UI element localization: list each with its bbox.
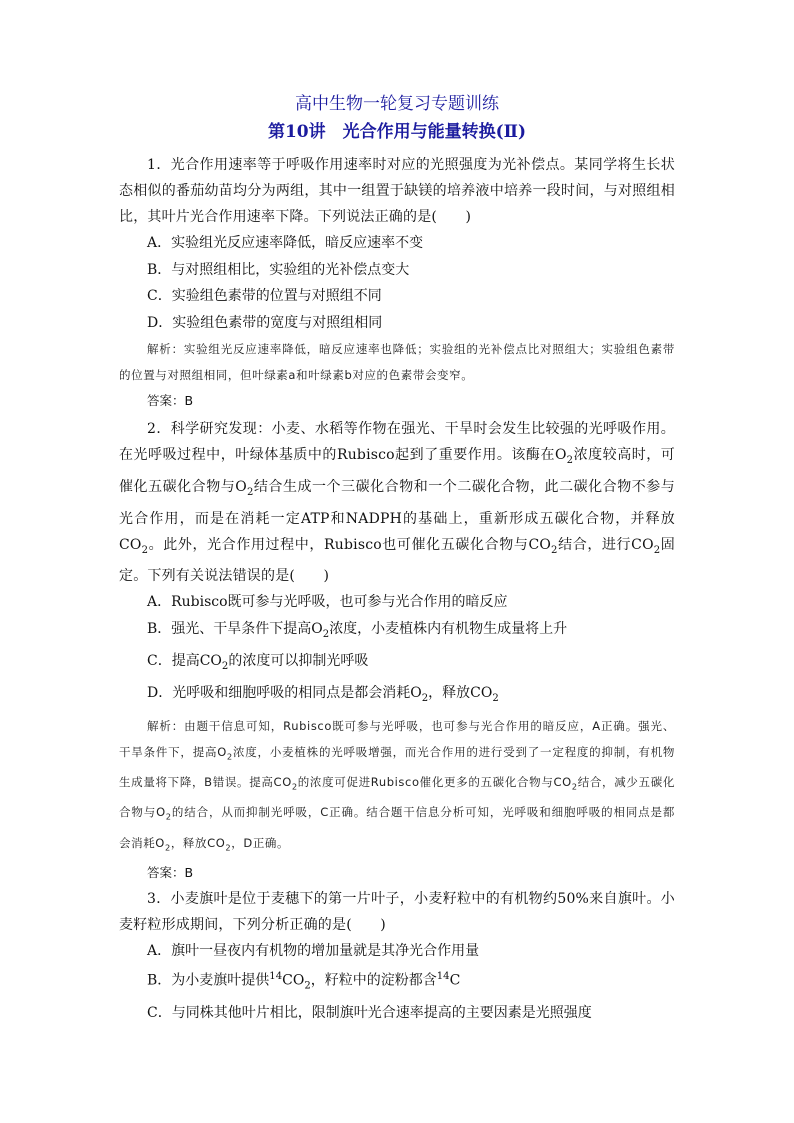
question-2-option-c: C．提高$CO_2$的浓度可以抑制光呼吸 <box>147 653 369 672</box>
question-2-answer: 答案：B <box>147 864 194 880</box>
question-3-option-a: A．旗叶一昼夜内有机物的增加量就是其净光合作用量 <box>147 942 480 959</box>
question-2-stem: 2．科学研究发现：小麦、水稻等作物在强光、干旱时会发生比较强的光呼吸作用。在光呼吸过程中，叶绿体基质中的Rubisco起到了重要作用。该酶在$O_2$浓度较高时，可催化五碳化合物与$O_2$结合生成一个三碳化合物和一个二碳化合物，此二碳化合物不参与光合作用，而是在消耗一定ATP和NADPH的基础上，重新形成五碳化合物，并释放$CO_2$。此外，光合作用过程中，Rubisco也可催化五碳化合物与$CO_2$结合，进行$CO_2$固定。下列有关说法错误的是( ) <box>119 421 676 585</box>
lecture-subtitle: 第10讲 光合作用与能量转换(Ⅱ) <box>267 122 527 142</box>
question-3 <box>119 886 675 1027</box>
question-2-option-b: B．强光、干旱条件下提高$O_2$浓度，小麦植株内有机物生成量将上升 <box>147 620 568 640</box>
question-3-option-b: B．为小麦旗叶提供$^{14}CO_2$，籽粒中的淀粉都含$^{14}$C <box>147 971 461 992</box>
question-1-option-b: B．与对照组相比，实验组的光补偿点变大 <box>147 261 410 278</box>
document-title: 高中生物一轮复习专题训练 <box>295 94 499 114</box>
question-1-option-c: C．实验组色素带的位置与对照组不同 <box>147 288 382 304</box>
question-1-stem: 1．光合作用速率等于呼吸作用速率时对应的光照强度为光补偿点。某同学将生长状态相似的番茄幼苗均分为两组，其中一组置于缺镁的培养液中培养一段时间，与对照组相比，其叶片光合作用速率下降。下列说法正确的是( ) <box>119 157 675 225</box>
question-2-option-a: A．Rubisco既可参与光呼吸，也可参与光合作用的暗反应 <box>147 594 508 611</box>
question-2-option-d: D．光呼吸和细胞呼吸的相同点是都会消耗$O_2$，释放$CO_2$ <box>147 685 499 705</box>
document-page <box>119 92 675 1027</box>
question-1 <box>119 152 675 414</box>
question-3-option-c: C．与同株其他叶片相比，限制旗叶光合速率提高的主要因素是光照强度 <box>147 1005 592 1022</box>
header <box>119 92 675 144</box>
question-1-option-a: A．实验组光反应速率降低，暗反应速率不变 <box>147 235 424 251</box>
question-2 <box>119 416 675 886</box>
question-3-stem: 3．小麦旗叶是位于麦穗下的第一片叶子，小麦籽粒中的有机物约50%来自旗叶。小麦籽粒形成期间，下列分析正确的是( ) <box>119 890 675 933</box>
question-1-option-d: D．实验组色素带的宽度与对照组相同 <box>147 314 383 331</box>
question-1-analysis: 解析：实验组光反应速率降低，暗反应速率也降低；实验组的光补偿点比对照组大；实验组色素带的位置与对照组相同，但叶绿素a和叶绿素b对应的色素带会变窄。 <box>119 342 675 382</box>
question-1-answer: 答案：B <box>147 393 194 408</box>
question-2-analysis: 解析：由题干信息可知，Rubisco既可参与光呼吸，也可参与光合作用的暗反应，A正确。强光、干旱条件下，提高$O_2$浓度，小麦植株的光呼吸增强，而光合作用的进行受到了一定程度的抑制，有机物生成量将下降，B错误。提高$CO_2$的浓度可促进Rubisco催化更多的五碳化合物与$CO_2$结合，减少五碳化合物与$O_2$的结合，从而抑制光呼吸，C正确。结合题干信息分析可知，光呼吸和细胞呼吸的相同点是都会消耗$O_2$，释放$CO_2$，D正确。 <box>119 718 676 852</box>
